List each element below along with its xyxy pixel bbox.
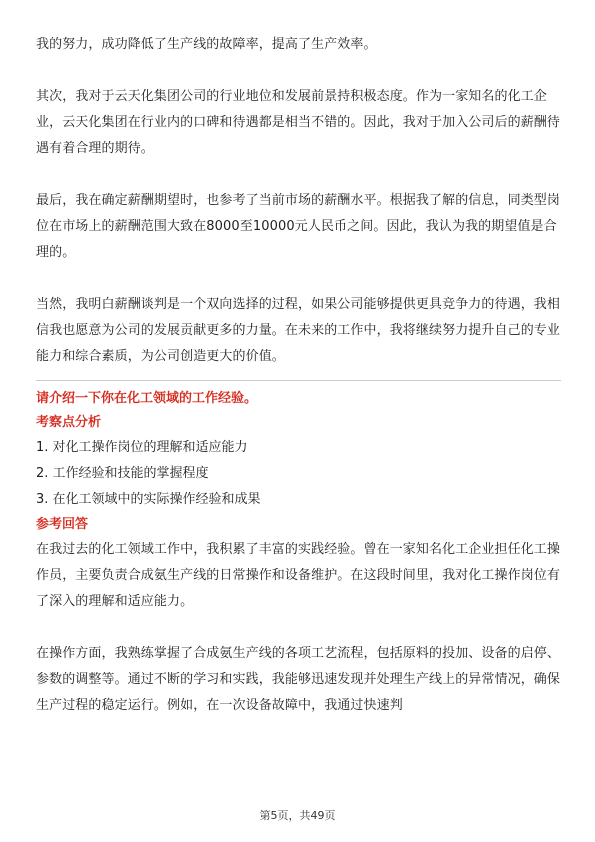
- answer-paragraph-2: 在操作方面，我熟练掌握了合成氨生产线的各项工艺流程，包括原料的投加、设备的启停、参数的调整等。通过不断的学习和实践，我能够迅速发现并处理生产线上的异常情况，确保生产过程的稳定运行。例如，在一次设备故障中，我通过快速判: [36, 646, 561, 713]
- section-divider: [36, 380, 561, 381]
- analysis-item-3: 3. 在化工领域中的实际操作经验和成果: [36, 492, 261, 507]
- intro-paragraph-3: 最后，我在确定薪酬期望时，也参考了当前市场的薪酬水平。根据我了解的信息，同类型岗位在市场上的薪酬范围大致在8000至10000元人民币之间。因此，我认为我的期望值是合理的。: [36, 193, 561, 260]
- page-number: 第5页，共49页: [259, 809, 336, 822]
- question-title: 请介绍一下你在化工领域的工作经验。: [36, 391, 258, 406]
- answer-heading: 参考回答: [36, 517, 89, 532]
- analysis-heading: 考察点分析: [36, 415, 102, 430]
- page-content: [36, 32, 561, 719]
- intro-paragraph-1: 我的努力，成功降低了生产线的故障率，提高了生产效率。: [36, 37, 377, 52]
- intro-paragraph-4: 当然，我明白薪酬谈判是一个双向选择的过程，如果公司能够提供更具竞争力的待遇，我相信我也愿意为公司的发展贡献更多的力量。在未来的工作中，我将继续努力提升自己的专业能力和综合素质，为公司创造更大的价值。: [36, 297, 561, 364]
- answer-paragraph-1: 在我过去的化工领域工作中，我积累了丰富的实践经验。曾在一家知名化工企业担任化工操作员，主要负责合成氨生产线的日常操作和设备维护。在这段时间里，我对化工操作岗位有了深入的理解和适应能力。: [36, 542, 561, 609]
- intro-paragraph-2: 其次，我对于云天化集团公司的行业地位和发展前景持积极态度。作为一家知名的化工企业，云天化集团在行业内的口碑和待遇都是相当不错的。因此，我对于加入公司后的薪酬待遇有着合理的期待。: [36, 89, 561, 156]
- analysis-item-2: 2. 工作经验和技能的掌握程度: [36, 466, 209, 481]
- analysis-item-1: 1. 对化工操作岗位的理解和适应能力: [36, 440, 248, 455]
